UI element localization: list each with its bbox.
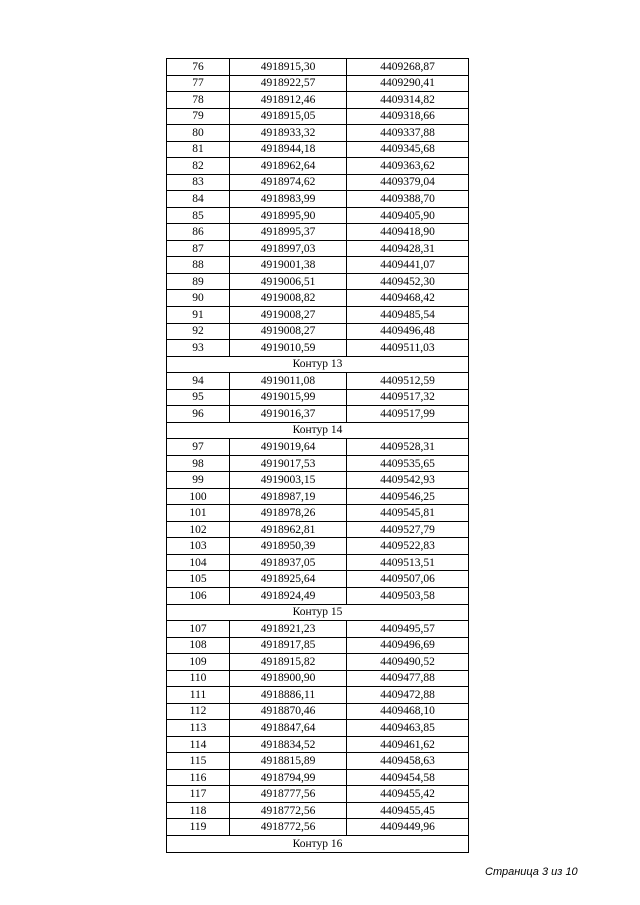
x-coordinate-cell: 4918915,30 xyxy=(230,59,347,76)
table-row xyxy=(167,59,469,76)
point-number-cell: 105 xyxy=(167,571,230,588)
table-row xyxy=(167,340,469,357)
y-coordinate-cell: 4409545,81 xyxy=(347,505,469,522)
table-row xyxy=(167,703,469,720)
y-coordinate-cell: 4409468,42 xyxy=(347,290,469,307)
table-row xyxy=(167,273,469,290)
x-coordinate-cell: 4918900,90 xyxy=(230,670,347,687)
table-row xyxy=(167,720,469,737)
table-row xyxy=(167,257,469,274)
table-row xyxy=(167,323,469,340)
x-coordinate-cell: 4918772,56 xyxy=(230,819,347,836)
x-coordinate-cell: 4918995,37 xyxy=(230,224,347,241)
table-row xyxy=(167,92,469,109)
y-coordinate-cell: 4409363,62 xyxy=(347,158,469,175)
table-row xyxy=(167,786,469,803)
x-coordinate-cell: 4918915,82 xyxy=(230,654,347,671)
y-coordinate-cell: 4409337,88 xyxy=(347,125,469,142)
point-number-cell: 82 xyxy=(167,158,230,175)
y-coordinate-cell: 4409452,30 xyxy=(347,273,469,290)
y-coordinate-cell: 4409472,88 xyxy=(347,687,469,704)
table-row xyxy=(167,224,469,241)
contour-label: Контур 16 xyxy=(167,835,469,852)
x-coordinate-cell: 4918772,56 xyxy=(230,802,347,819)
x-coordinate-cell: 4918962,64 xyxy=(230,158,347,175)
table-row xyxy=(167,207,469,224)
point-number-cell: 88 xyxy=(167,257,230,274)
table-row xyxy=(167,670,469,687)
y-coordinate-cell: 4409546,25 xyxy=(347,488,469,505)
table-row xyxy=(167,637,469,654)
y-coordinate-cell: 4409454,58 xyxy=(347,769,469,786)
y-coordinate-cell: 4409542,93 xyxy=(347,472,469,489)
x-coordinate-cell: 4918962,81 xyxy=(230,521,347,538)
table-row xyxy=(167,571,469,588)
table-row xyxy=(167,819,469,836)
point-number-cell: 94 xyxy=(167,373,230,390)
table-row xyxy=(167,802,469,819)
y-coordinate-cell: 4409528,31 xyxy=(347,439,469,456)
table-row xyxy=(167,141,469,158)
x-coordinate-cell: 4918921,23 xyxy=(230,621,347,638)
point-number-cell: 104 xyxy=(167,554,230,571)
contour-header-row xyxy=(167,422,469,439)
x-coordinate-cell: 4919008,27 xyxy=(230,323,347,340)
x-coordinate-cell: 4918847,64 xyxy=(230,720,347,737)
y-coordinate-cell: 4409485,54 xyxy=(347,306,469,323)
y-coordinate-cell: 4409388,70 xyxy=(347,191,469,208)
x-coordinate-cell: 4918987,19 xyxy=(230,488,347,505)
y-coordinate-cell: 4409496,48 xyxy=(347,323,469,340)
x-coordinate-cell: 4918937,05 xyxy=(230,554,347,571)
table-row xyxy=(167,687,469,704)
x-coordinate-cell: 4918933,32 xyxy=(230,125,347,142)
point-number-cell: 76 xyxy=(167,59,230,76)
point-number-cell: 77 xyxy=(167,75,230,92)
x-coordinate-cell: 4919019,64 xyxy=(230,439,347,456)
point-number-cell: 110 xyxy=(167,670,230,687)
y-coordinate-cell: 4409468,10 xyxy=(347,703,469,720)
point-number-cell: 108 xyxy=(167,637,230,654)
table-row xyxy=(167,439,469,456)
point-number-cell: 85 xyxy=(167,207,230,224)
x-coordinate-cell: 4918917,85 xyxy=(230,637,347,654)
x-coordinate-cell: 4919017,53 xyxy=(230,455,347,472)
y-coordinate-cell: 4409513,51 xyxy=(347,554,469,571)
y-coordinate-cell: 4409455,45 xyxy=(347,802,469,819)
table-row xyxy=(167,455,469,472)
table-row xyxy=(167,290,469,307)
point-number-cell: 93 xyxy=(167,340,230,357)
table-row xyxy=(167,538,469,555)
x-coordinate-cell: 4918915,05 xyxy=(230,108,347,125)
x-coordinate-cell: 4919015,99 xyxy=(230,389,347,406)
point-number-cell: 100 xyxy=(167,488,230,505)
point-number-cell: 90 xyxy=(167,290,230,307)
x-coordinate-cell: 4919003,15 xyxy=(230,472,347,489)
x-coordinate-cell: 4918794,99 xyxy=(230,769,347,786)
y-coordinate-cell: 4409318,66 xyxy=(347,108,469,125)
x-coordinate-cell: 4918950,39 xyxy=(230,538,347,555)
y-coordinate-cell: 4409517,99 xyxy=(347,406,469,423)
x-coordinate-cell: 4919010,59 xyxy=(230,340,347,357)
point-number-cell: 101 xyxy=(167,505,230,522)
point-number-cell: 106 xyxy=(167,588,230,605)
point-number-cell: 79 xyxy=(167,108,230,125)
y-coordinate-cell: 4409507,06 xyxy=(347,571,469,588)
table-row xyxy=(167,406,469,423)
point-number-cell: 112 xyxy=(167,703,230,720)
y-coordinate-cell: 4409441,07 xyxy=(347,257,469,274)
x-coordinate-cell: 4918974,62 xyxy=(230,174,347,191)
y-coordinate-cell: 4409511,03 xyxy=(347,340,469,357)
x-coordinate-cell: 4919006,51 xyxy=(230,273,347,290)
x-coordinate-cell: 4918997,03 xyxy=(230,240,347,257)
x-coordinate-cell: 4918886,11 xyxy=(230,687,347,704)
x-coordinate-cell: 4918870,46 xyxy=(230,703,347,720)
y-coordinate-cell: 4409449,96 xyxy=(347,819,469,836)
point-number-cell: 102 xyxy=(167,521,230,538)
point-number-cell: 114 xyxy=(167,736,230,753)
point-number-cell: 96 xyxy=(167,406,230,423)
contour-label: Контур 13 xyxy=(167,356,469,373)
y-coordinate-cell: 4409345,68 xyxy=(347,141,469,158)
x-coordinate-cell: 4918995,90 xyxy=(230,207,347,224)
y-coordinate-cell: 4409463,85 xyxy=(347,720,469,737)
table-row xyxy=(167,769,469,786)
table-row xyxy=(167,472,469,489)
contour-header-row xyxy=(167,604,469,621)
table-row xyxy=(167,240,469,257)
table-row xyxy=(167,158,469,175)
table-row xyxy=(167,588,469,605)
table-row xyxy=(167,75,469,92)
table-row xyxy=(167,389,469,406)
point-number-cell: 119 xyxy=(167,819,230,836)
point-number-cell: 87 xyxy=(167,240,230,257)
y-coordinate-cell: 4409503,58 xyxy=(347,588,469,605)
y-coordinate-cell: 4409268,87 xyxy=(347,59,469,76)
y-coordinate-cell: 4409405,90 xyxy=(347,207,469,224)
x-coordinate-cell: 4919008,82 xyxy=(230,290,347,307)
table-row xyxy=(167,554,469,571)
contour-label: Контур 14 xyxy=(167,422,469,439)
x-coordinate-cell: 4919001,38 xyxy=(230,257,347,274)
point-number-cell: 111 xyxy=(167,687,230,704)
x-coordinate-cell: 4918944,18 xyxy=(230,141,347,158)
x-coordinate-cell: 4919011,08 xyxy=(230,373,347,390)
y-coordinate-cell: 4409535,65 xyxy=(347,455,469,472)
point-number-cell: 107 xyxy=(167,621,230,638)
point-number-cell: 97 xyxy=(167,439,230,456)
x-coordinate-cell: 4918777,56 xyxy=(230,786,347,803)
y-coordinate-cell: 4409496,69 xyxy=(347,637,469,654)
table-row xyxy=(167,174,469,191)
x-coordinate-cell: 4918925,64 xyxy=(230,571,347,588)
table-row xyxy=(167,505,469,522)
x-coordinate-cell: 4919008,27 xyxy=(230,306,347,323)
point-number-cell: 78 xyxy=(167,92,230,109)
point-number-cell: 116 xyxy=(167,769,230,786)
point-number-cell: 118 xyxy=(167,802,230,819)
point-number-cell: 113 xyxy=(167,720,230,737)
table-row xyxy=(167,373,469,390)
x-coordinate-cell: 4918983,99 xyxy=(230,191,347,208)
y-coordinate-cell: 4409517,32 xyxy=(347,389,469,406)
point-number-cell: 117 xyxy=(167,786,230,803)
coordinates-table xyxy=(166,58,469,853)
x-coordinate-cell: 4918978,26 xyxy=(230,505,347,522)
y-coordinate-cell: 4409379,04 xyxy=(347,174,469,191)
point-number-cell: 91 xyxy=(167,306,230,323)
y-coordinate-cell: 4409428,31 xyxy=(347,240,469,257)
y-coordinate-cell: 4409458,63 xyxy=(347,753,469,770)
point-number-cell: 92 xyxy=(167,323,230,340)
x-coordinate-cell: 4919016,37 xyxy=(230,406,347,423)
y-coordinate-cell: 4409527,79 xyxy=(347,521,469,538)
x-coordinate-cell: 4918924,49 xyxy=(230,588,347,605)
y-coordinate-cell: 4409495,57 xyxy=(347,621,469,638)
x-coordinate-cell: 4918834,52 xyxy=(230,736,347,753)
point-number-cell: 86 xyxy=(167,224,230,241)
x-coordinate-cell: 4918815,89 xyxy=(230,753,347,770)
y-coordinate-cell: 4409418,90 xyxy=(347,224,469,241)
x-coordinate-cell: 4918922,57 xyxy=(230,75,347,92)
point-number-cell: 95 xyxy=(167,389,230,406)
table-row xyxy=(167,488,469,505)
table-row xyxy=(167,125,469,142)
contour-label: Контур 15 xyxy=(167,604,469,621)
table-row xyxy=(167,753,469,770)
table-row xyxy=(167,191,469,208)
point-number-cell: 81 xyxy=(167,141,230,158)
table-row xyxy=(167,306,469,323)
y-coordinate-cell: 4409461,62 xyxy=(347,736,469,753)
y-coordinate-cell: 4409522,83 xyxy=(347,538,469,555)
x-coordinate-cell: 4918912,46 xyxy=(230,92,347,109)
point-number-cell: 115 xyxy=(167,753,230,770)
y-coordinate-cell: 4409490,52 xyxy=(347,654,469,671)
point-number-cell: 84 xyxy=(167,191,230,208)
y-coordinate-cell: 4409477,88 xyxy=(347,670,469,687)
contour-header-row xyxy=(167,356,469,373)
y-coordinate-cell: 4409455,42 xyxy=(347,786,469,803)
contour-header-row xyxy=(167,835,469,852)
y-coordinate-cell: 4409512,59 xyxy=(347,373,469,390)
table-row xyxy=(167,654,469,671)
table-row xyxy=(167,736,469,753)
y-coordinate-cell: 4409290,41 xyxy=(347,75,469,92)
point-number-cell: 103 xyxy=(167,538,230,555)
coordinates-table-body xyxy=(167,59,469,853)
table-row xyxy=(167,108,469,125)
point-number-cell: 83 xyxy=(167,174,230,191)
table-row xyxy=(167,521,469,538)
point-number-cell: 80 xyxy=(167,125,230,142)
point-number-cell: 89 xyxy=(167,273,230,290)
point-number-cell: 109 xyxy=(167,654,230,671)
table-row xyxy=(167,621,469,638)
point-number-cell: 98 xyxy=(167,455,230,472)
y-coordinate-cell: 4409314,82 xyxy=(347,92,469,109)
page-number: Страница 3 из 10 xyxy=(485,866,578,878)
point-number-cell: 99 xyxy=(167,472,230,489)
